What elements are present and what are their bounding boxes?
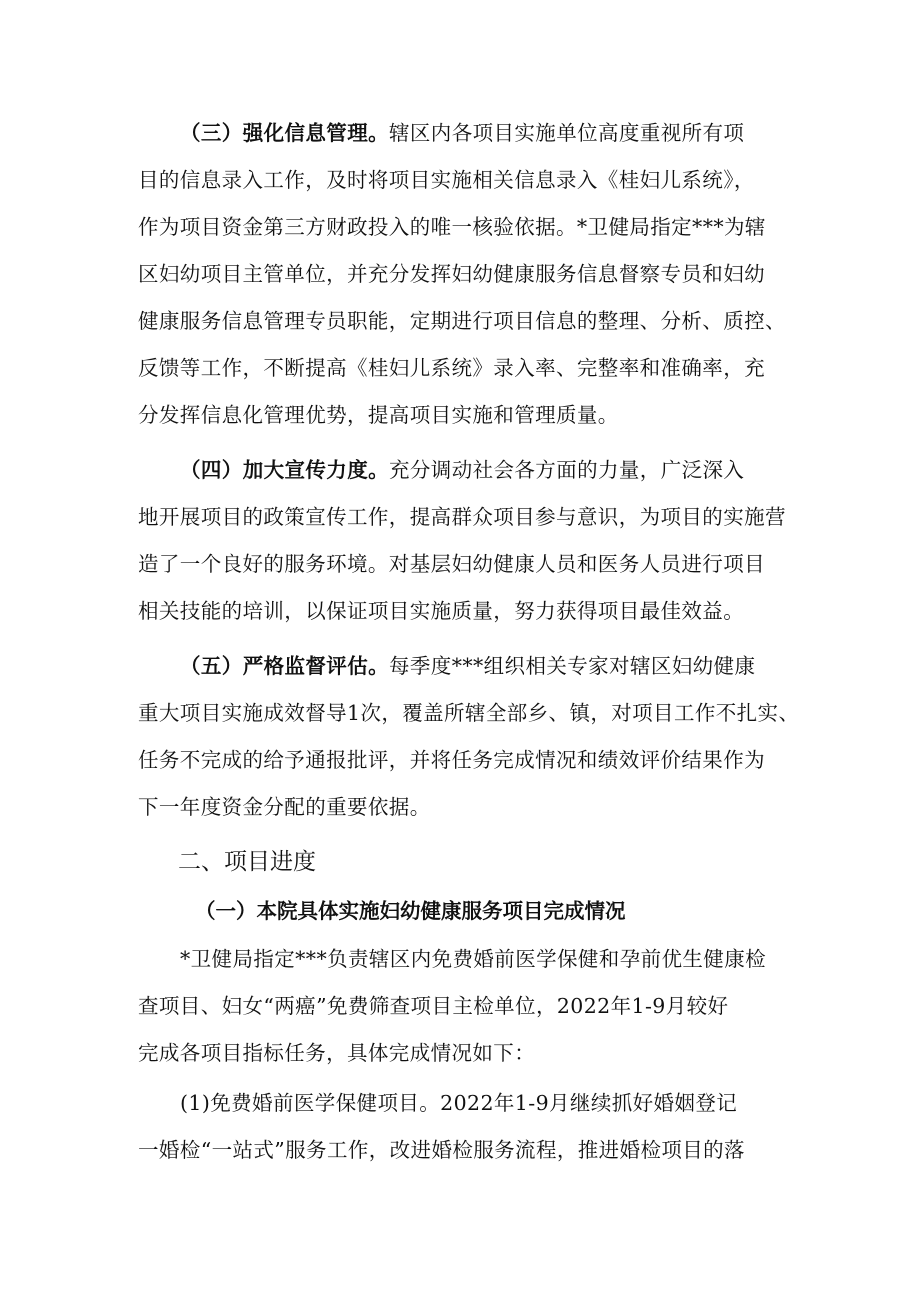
- section-4-line: 造了一个良好的服务环境。对基层妇幼健康人员和医务人员进行项目: [138, 552, 765, 576]
- section-3-line: 目的信息录入工作，及时将项目实施相关信息录入《桂妇儿系统》，: [138, 168, 755, 192]
- section-4-heading: （四）加大宣传力度。: [180, 458, 389, 482]
- section-3-first-line: [180, 119, 798, 147]
- section-3-heading: （三）强化信息管理。: [180, 121, 389, 145]
- section-3-text: 辖区内各项目实施单位高度重视所有项: [389, 121, 745, 145]
- section-4-line: 地开展项目的政策宣传工作，提高群众项目参与意识，为项目的实施营: [138, 505, 786, 529]
- section-4-first-line: [180, 456, 798, 484]
- part-two-title: 二、项目进度: [178, 849, 316, 875]
- section-5-heading: （五）严格监督评估。: [180, 654, 389, 678]
- section-3-line: 区妇幼项目主管单位，并充分发挥妇幼健康服务信息督察专员和妇幼: [138, 262, 765, 286]
- part-two-subtitle: （一）本院具体实施妇幼健康服务项目完成情况: [195, 899, 626, 923]
- section-5-line: 任务不完成的给予通报批评，并将任务完成情况和绩效评价结果作为: [138, 748, 765, 772]
- section-3-line: 健康服务信息管理专员职能，定期进行项目信息的整理、分析、质控、: [138, 309, 786, 333]
- section-5-line: 重大项目实施成效督导1次，覆盖所辖全部乡、镇，对项目工作不扎实、: [138, 701, 800, 725]
- paragraph-line: *卫健局指定***负责辖区内免费婚前医学保健和孕前优生健康检: [180, 947, 766, 971]
- section-3-line: 分发挥信息化管理优势，提高项目实施和管理质量。: [138, 403, 619, 427]
- section-3-line: 反馈等工作，不断提高《桂妇儿系统》录入率、完整率和准确率，充: [138, 356, 765, 380]
- section-5-line: 下一年度资金分配的重要依据。: [138, 795, 431, 819]
- section-4-line: 相关技能的培训，以保证项目实施质量，努力获得项目最佳效益。: [138, 599, 745, 623]
- section-5-text: 每季度***组织相关专家对辖区妇幼健康: [389, 654, 756, 678]
- section-4-text: 充分调动社会各方面的力量，广泛深入: [389, 458, 745, 482]
- section-5-first-line: [180, 652, 798, 680]
- paragraph-line: 查项目、妇女“两癌”免费筛查项目主检单位，2022年1-9月较好: [138, 994, 729, 1018]
- section-3-line: 作为项目资金第三方财政投入的唯一核验依据。*卫健局指定***为辖: [138, 215, 766, 239]
- paragraph-line: 一婚检“一站式”服务工作，改进婚检服务流程，推进婚检项目的落: [138, 1138, 745, 1162]
- paragraph-line: 完成各项目指标任务，具体完成情况如下：: [138, 1041, 536, 1065]
- paragraph-line: (1)免费婚前医学保健项目。2022年1-9月继续抓好婚姻登记: [180, 1091, 738, 1115]
